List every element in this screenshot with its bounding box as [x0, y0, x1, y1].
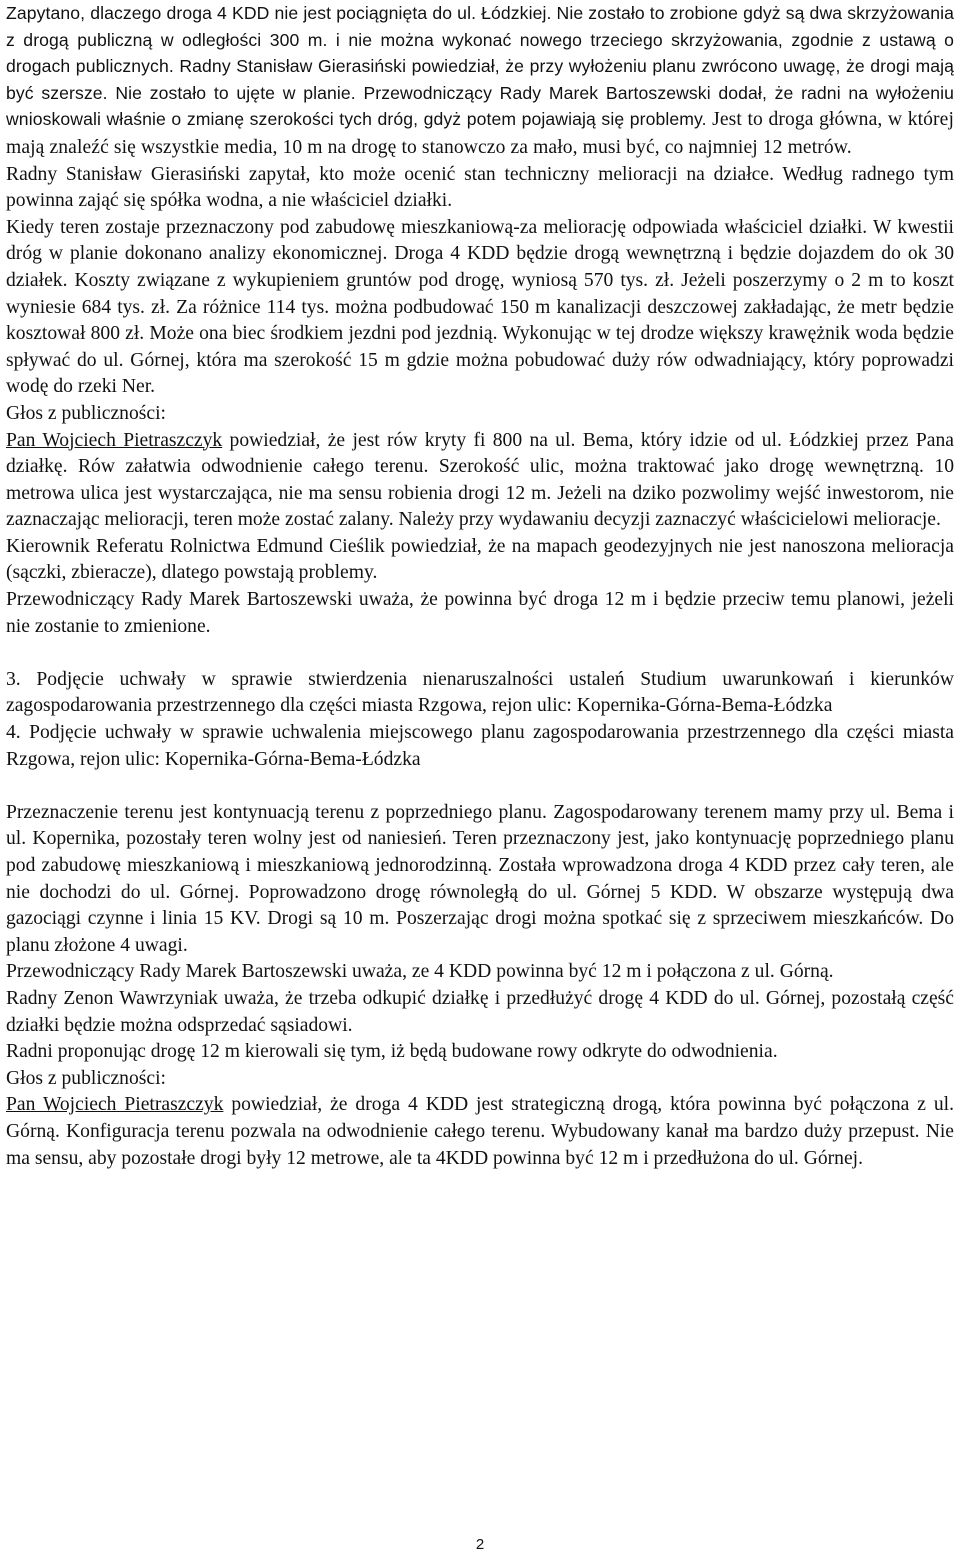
paragraph-intro-s3: Jest to droga główna, w której mają znaleźć się wszystkie media, 10 m na drogę to stanowczo za mało, musi być, co najmniej 12 metrów. — [6, 109, 955, 158]
page-number: 2 — [475, 1536, 485, 1553]
paragraph-gierasinski: Radny Stanisław Gierasiński zapytał, kto może ocenić stan techniczny melioracji na działce. Według radnego tym powinna zająć się spółka wodna, a nie właściciel działki. — [6, 163, 954, 212]
paragraph-cieslik: Kierownik Referatu Rolnictwa Edmund Cieślik powiedział, że na mapach geodezyjnych nie jest nanoszona melioracja (sączki, zbieracze), dlatego powstają problemy. — [6, 535, 954, 584]
agenda-item-4 — [6, 720, 954, 773]
speaker-name-2: Pan Wojciech Pietraszczyk — [6, 1094, 224, 1116]
agenda-item-3 — [6, 667, 954, 720]
agenda-item-4-number: 4. — [6, 722, 21, 744]
public-voice-label-2: Głos z publiczności: — [6, 1067, 166, 1089]
paragraph-bartoszewski-2: Przewodniczący Rady Marek Bartoszewski uważa, ze 4 KDD powinna być 12 m i połączona z ul. Górną. — [6, 961, 834, 983]
spacer — [6, 773, 954, 800]
agenda-item-3-text: Podjęcie uchwały w sprawie stwierdzenia nienaruszalności ustaleń Studium uwarunkowań i kierunków zagospodarowania przestrzennego dla części miasta Rzgowa, rejon ulic: Kopernika-Górna-Bema-Łódzka — [6, 668, 954, 717]
paragraph-radni: Radni proponując drogę 12 m kierowali się tym, iż będą budowane rowy odkryte do odwodnienia. — [6, 1041, 778, 1063]
agenda-item-3-number: 3. — [6, 668, 21, 690]
document-body — [6, 0, 954, 1172]
agenda-item-4-text: Podjęcie uchwały w sprawie uchwalenia miejscowego planu zagospodarowania przestrzennego dla części miasta Rzgowa, rejon ulic: Kopernika-Górna-Bema-Łódzka — [6, 722, 954, 770]
speaker-statement: powiedział, że jest rów kryty fi 800 na ul. Bema, który idzie od ul. Łódzkiej przez Pana działkę. Rów załatwia odwodnienie całego terenu. Szerokość ulic, można traktować jako drogę wewnętrzną. 10 metrowa ulica jest wystarczająca, nie ma sensu robienia drogi 12 m. Jeżeli na dziko pozwolimy wejść inwestorom, nie zaznaczając melioracji, teren może zostać zalany. Należy przy wydawaniu decyzji zaznaczyć właścicielowi melioracje. — [6, 429, 954, 531]
paragraph-pietraszczyk-1 — [6, 428, 954, 534]
paragraph-intro-s2: Radny Stanisław Gierasiński powiedział, że przy wyłożeniu planu zwrócono uwagę, że drogi mają być szersze. Nie zostało to ujęte w planie. Przewodniczący Rady Marek Bartoszewski dodał, że radni na wyłożeniu wnioskowali właśnie o zmianę szerokości tych dróg, gdyż potem pojawiają się problemy. — [6, 56, 954, 130]
paragraph-intro-s1: Zapytano, dlaczego droga 4 KDD nie jest pociągnięta do ul. Łódzkiej. Nie zostało to zrobione gdyż są dwa skrzyżowania z drogą publiczną w odległości 300 m. i nie można wykonać nowego trzeciego skrzyżowania, zgodnie z ustawą o drogach publicznych. — [6, 3, 954, 77]
paragraph-wawrzyniak: Radny Zenon Wawrzyniak uważa, że trzeba odkupić działkę i przedłużyć drogę 4 KDD do ul. Górnej, pozostałą część działki będzie można odsprzedać sąsiadowi. — [6, 987, 954, 1036]
speaker-statement-2: powiedział, że droga 4 KDD jest strategiczną drogą, która powinna być połączona z ul. Górną. Konfiguracja terenu pozwala na odwodnienie całego terenu. Wybudowany kanał ma bardzo duży przepust. Nie ma sensu, aby pozostałe drogi były 12 metrowe, ale ta 4KDD powinna być 12 m i przedłużona do ul. Górnej. — [6, 1094, 955, 1169]
speaker-name: Pan Wojciech Pietraszczyk — [6, 429, 223, 451]
paragraph-pietraszczyk-2 — [6, 1092, 954, 1172]
paragraph-economic-analysis: Kiedy teren zostaje przeznaczony pod zabudowę mieszkaniową-za meliorację odpowiada właściciel działki. W kwestii dróg w planie dokonano analizy ekonomicznej. Droga 4 KDD będzie drogą wewnętrzną i będzie dojazdem do ok 30 działek. Koszty związane z wykupieniem gruntów pod drogę, wyniosą 570 tys. zł. Jeżeli poszerzymy o 2 m to koszt wyniesie 684 tys. zł. Za różnice 114 tys. można podbudować 150 m kanalizacji deszczowej zakładając, że metr będzie kosztował 800 zł. Może ona biec środkiem jezdni pod jezdnią. Wykonując w tej drodze większy krawężnik woda będzie spływać do ul. Górnej, która ma szerokość 15 m gdzie można pobudować duży rów odwadniający, który poprowadzi wodę do rzeki Ner. — [6, 216, 954, 398]
paragraph-bartoszewski-1: Przewodniczący Rady Marek Bartoszewski uważa, że powinna być droga 12 m i będzie przeciw temu planowi, jeżeli nie zostanie to zmienione. — [6, 589, 954, 637]
spacer — [6, 640, 954, 667]
paragraph-intro — [6, 0, 954, 162]
paragraph-plan-description: Przeznaczenie terenu jest kontynuacją terenu z poprzedniego planu. Zagospodarowany terenem mamy przy ul. Bema i ul. Kopernika, pozostały teren wolny jest od naniesień. Teren przeznaczony jest, jako kontynuację poprzedniego planu pod zabudowę mieszkaniową i mieszkaniową jednorodzinną. Została wprowadzona droga 4 KDD przez cały teren, ale nie dochodzi do ul. Górnej. Poprowadzono drogę równoległą do ul. Górnej 5 KDD. W obszarze występują dwa gazociągi czynne i linia 15 KV. Drogi są 10 m. Poszerzając drogi można spotkać się z sprzeciwem mieszkańców. Do planu złożone 4 uwagi. — [6, 801, 954, 956]
public-voice-label: Głos z publiczności: — [6, 402, 166, 424]
